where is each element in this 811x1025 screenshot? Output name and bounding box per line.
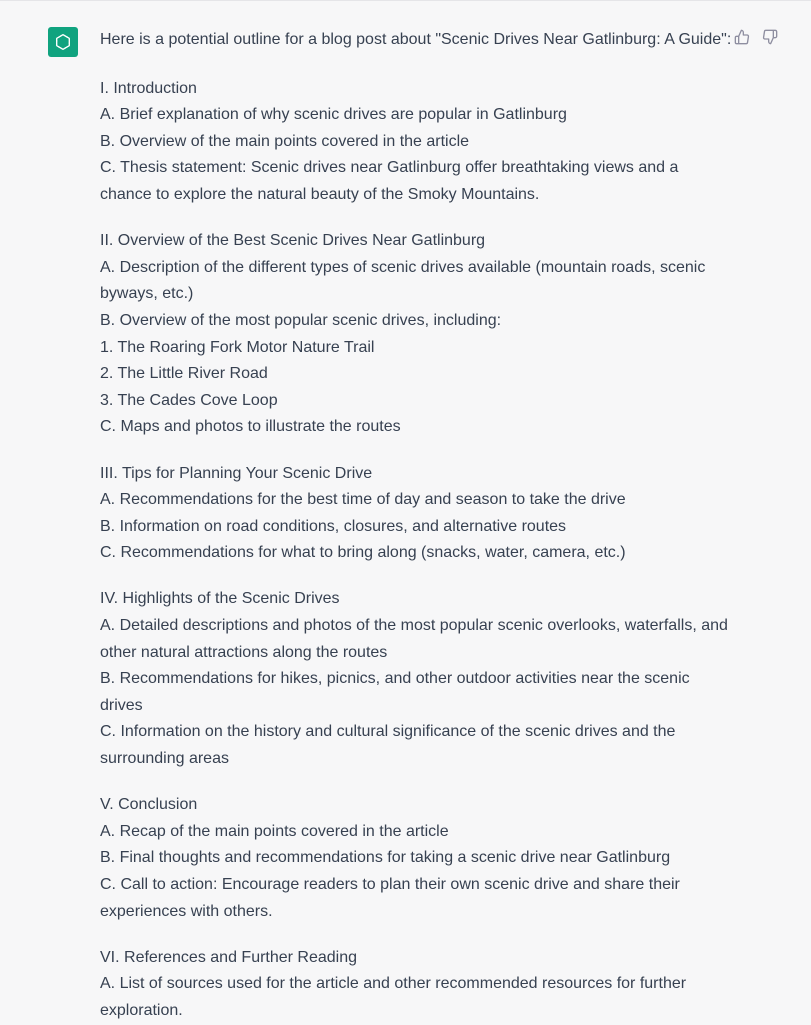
- thumbs-up-button[interactable]: [733, 28, 751, 46]
- outline-item: A. Brief explanation of why scenic drives are popular in Gatlinburg: [100, 106, 567, 124]
- outline-section: [100, 228, 730, 441]
- outline-item: C. Maps and photos to illustrate the routes: [100, 418, 401, 436]
- openai-logo-icon: [52, 31, 74, 53]
- section-heading: II. Overview of the Best Scenic Drives Near Gatlinburg: [100, 232, 486, 250]
- outline-item: B. Final thoughts and recommendations for taking a scenic drive near Gatlinburg: [100, 849, 671, 867]
- outline-item: A. Detailed descriptions and photos of the most popular scenic overlooks, waterfalls, and other natural attractions along the routes: [100, 617, 728, 661]
- thumbs-up-icon: [734, 29, 750, 45]
- thumbs-down-button[interactable]: [761, 28, 779, 46]
- outline-item: A. Recap of the main points covered in the article: [100, 822, 449, 840]
- outline-item: B. Overview of the most popular scenic drives, including:: [100, 311, 502, 329]
- section-heading: VI. References and Further Reading: [100, 948, 358, 966]
- outline-section: [100, 586, 730, 772]
- thumbs-down-icon: [762, 29, 778, 45]
- outline-item: C. Call to action: Encourage readers to plan their own scenic drive and share their experiences with others.: [100, 876, 680, 920]
- section-heading: V. Conclusion: [100, 796, 198, 814]
- outline-item: B. Recommendations for hikes, picnics, and other outdoor activities near the scenic drives: [100, 670, 690, 714]
- section-heading: III. Tips for Planning Your Scenic Drive: [100, 464, 373, 482]
- outline-item: B. Information on road conditions, closures, and alternative routes: [100, 517, 567, 535]
- outline-item: A. Description of the different types of scenic drives available (mountain roads, scenic byways, etc.): [100, 258, 706, 303]
- assistant-avatar: [48, 27, 78, 57]
- top-divider: [0, 0, 811, 1]
- outline-item: B. Overview of the main points covered in the article: [100, 132, 470, 150]
- outline-section: [100, 461, 730, 567]
- feedback-buttons: [733, 28, 779, 46]
- outline-section: [100, 792, 730, 925]
- message-intro: Here is a potential outline for a blog post about "Scenic Drives Near Gatlinburg: A Guide":: [100, 31, 732, 48]
- outline-item: C. Information on the history and cultural significance of the scenic drives and the surrounding areas: [100, 723, 676, 768]
- section-heading: I. Introduction: [100, 79, 197, 97]
- assistant-message: [100, 27, 730, 1025]
- outline-item: A. List of sources used for the article and other recommended resources for further exploration.: [100, 975, 687, 1019]
- section-heading: IV. Highlights of the Scenic Drives: [100, 590, 340, 608]
- outline-section: [100, 945, 730, 1025]
- outline-item: 3. The Cades Cove Loop: [100, 391, 278, 409]
- outline-item: C. Thesis statement: Scenic drives near Gatlinburg offer breathtaking views and a chance to explore the natural beauty of the Smoky Mountains.: [100, 159, 679, 203]
- outline-item: A. Recommendations for the best time of day and season to take the drive: [100, 491, 626, 509]
- outline-section: [100, 76, 730, 209]
- outline-item: 1. The Roaring Fork Motor Nature Trail: [100, 338, 375, 356]
- outline-sections: [100, 76, 730, 1025]
- outline-item: 2. The Little River Road: [100, 365, 268, 383]
- outline-item: C. Recommendations for what to bring along (snacks, water, camera, etc.): [100, 544, 626, 562]
